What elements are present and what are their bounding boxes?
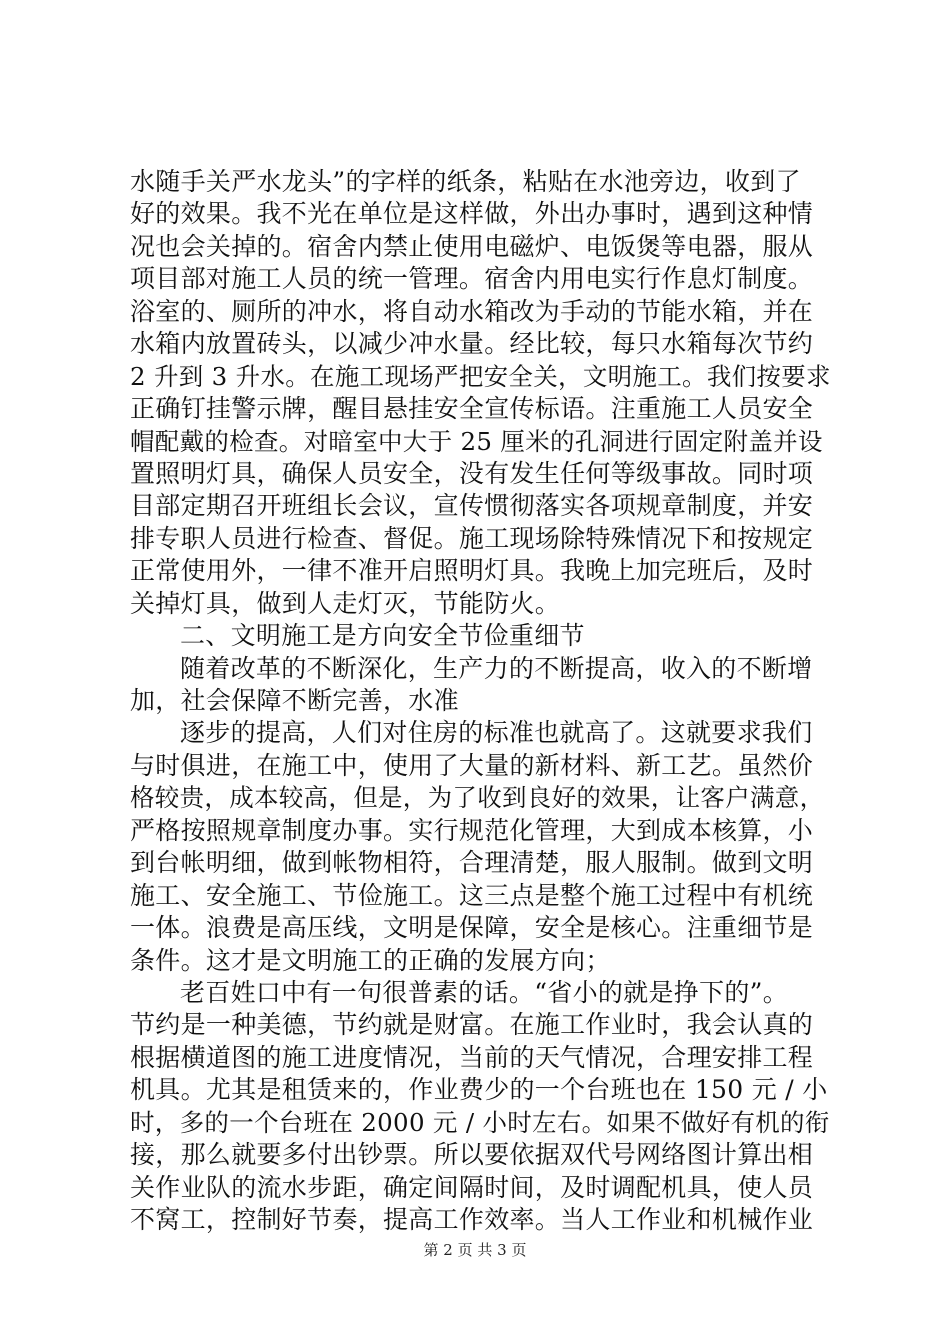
text-line: 老百姓口中有一句很普素的话。“省小的就是挣下的”。 [180,977,789,1007]
text-line: 帽配戴的检查。对暗室中大于 25 厘米的孔洞进行固定附盖并设 [130,426,823,456]
text-line: 正确钉挂警示牌，醒目悬挂安全宣传标语。注重施工人员安全 [130,394,814,424]
text-line: 不窝工，控制好节奏，提高工作效率。当人工作业和机械作业 [130,1205,814,1234]
text-line: 目部定期召开班组长会议，宣传惯彻落实各项规章制度，并安 [130,491,814,521]
text-line: 关作业队的流水步距，确定间隔时间，及时调配机具，使人员 [130,1172,814,1202]
page-footer [0,1240,950,1260]
text-line: 节约是一种美德，节约就是财富。在施工作业时，我会认真的 [130,1010,814,1040]
text-line: 条件。这才是文明施工的正确的发展方向； [130,945,611,975]
text-line: 机具。尤其是租赁来的，作业费少的一个台班也在 150 元 / 小 [130,1075,828,1105]
text-line: 随着改革的不断深化，生产力的不断提高，收入的不断增 [180,653,813,683]
text-line: 加，社会保障不断完善，水准 [130,686,459,715]
text-line: 水随手关严水龙头”的字样的纸条，粘贴在水池旁边，收到了 [130,167,801,196]
section-heading: 二、文明施工是方向安全节俭重细节 [180,621,585,651]
text-line: 到台帐明细，做到帐物相符，合理清楚，服人服制。做到文明 [130,848,814,878]
document-body [130,166,836,1236]
text-line: 水箱内放置砖头，以减少冲水量。经比较，每只水箱每次节约 [130,329,814,359]
text-line: 项目部对施工人员的统一管理。宿舍内用电实行作息灯制度。 [130,264,814,294]
text-line: 浴室的、厕所的冲水，将自动水箱改为手动的节能水箱，并在 [130,296,814,326]
text-line: 置照明灯具，确保人员安全，没有发生任何等级事故。同时项 [130,458,814,488]
text-line: 严格按照规章制度办事。实行规范化管理，大到成本核算，小 [130,815,814,845]
text-line: 排专职人员进行检查、督促。施工现场除特殊情况下和按规定 [130,523,814,553]
text-line: 好的效果。我不光在单位是这样做，外出办事时，遇到这种情 [130,199,814,229]
text-line: 一体。浪费是高压线，文明是保障，安全是核心。注重细节是 [130,913,814,943]
text-line: 施工、安全施工、节俭施工。这三点是整个施工过程中有机统 [130,880,814,910]
text-line: 格较贵，成本较高，但是，为了收到良好的效果，让客户满意， [130,783,825,813]
text-line: 况也会关掉的。宿舍内禁止使用电磁炉、电饭煲等电器，服从 [130,231,814,261]
text-line: 关掉灯具，做到人走灯灭，节能防火。 [130,588,561,618]
page-number-label: 第 2 页 共 3 页 [423,1241,527,1259]
text-line: 接，那么就要多付出钞票。所以要依据双代号网络图计算出相 [130,1140,814,1170]
text-line: 根据横道图的施工进度情况，当前的天气情况，合理安排工程 [130,1042,814,1072]
text-line: 与时俱进，在施工中，使用了大量的新材料、新工艺。虽然价 [130,750,814,780]
text-line: 2 升到 3 升水。在施工现场严把安全关，文明施工。我们按要求 [130,361,831,391]
text-line: 时，多的一个台班在 2000 元 / 小时左右。如果不做好有机的衔 [130,1107,830,1137]
text-line: 逐步的提高，人们对住房的标准也就高了。这就要求我们 [180,718,813,748]
text-line: 正常使用外，一律不准开启照明灯具。我晚上加完班后，及时 [130,556,814,586]
